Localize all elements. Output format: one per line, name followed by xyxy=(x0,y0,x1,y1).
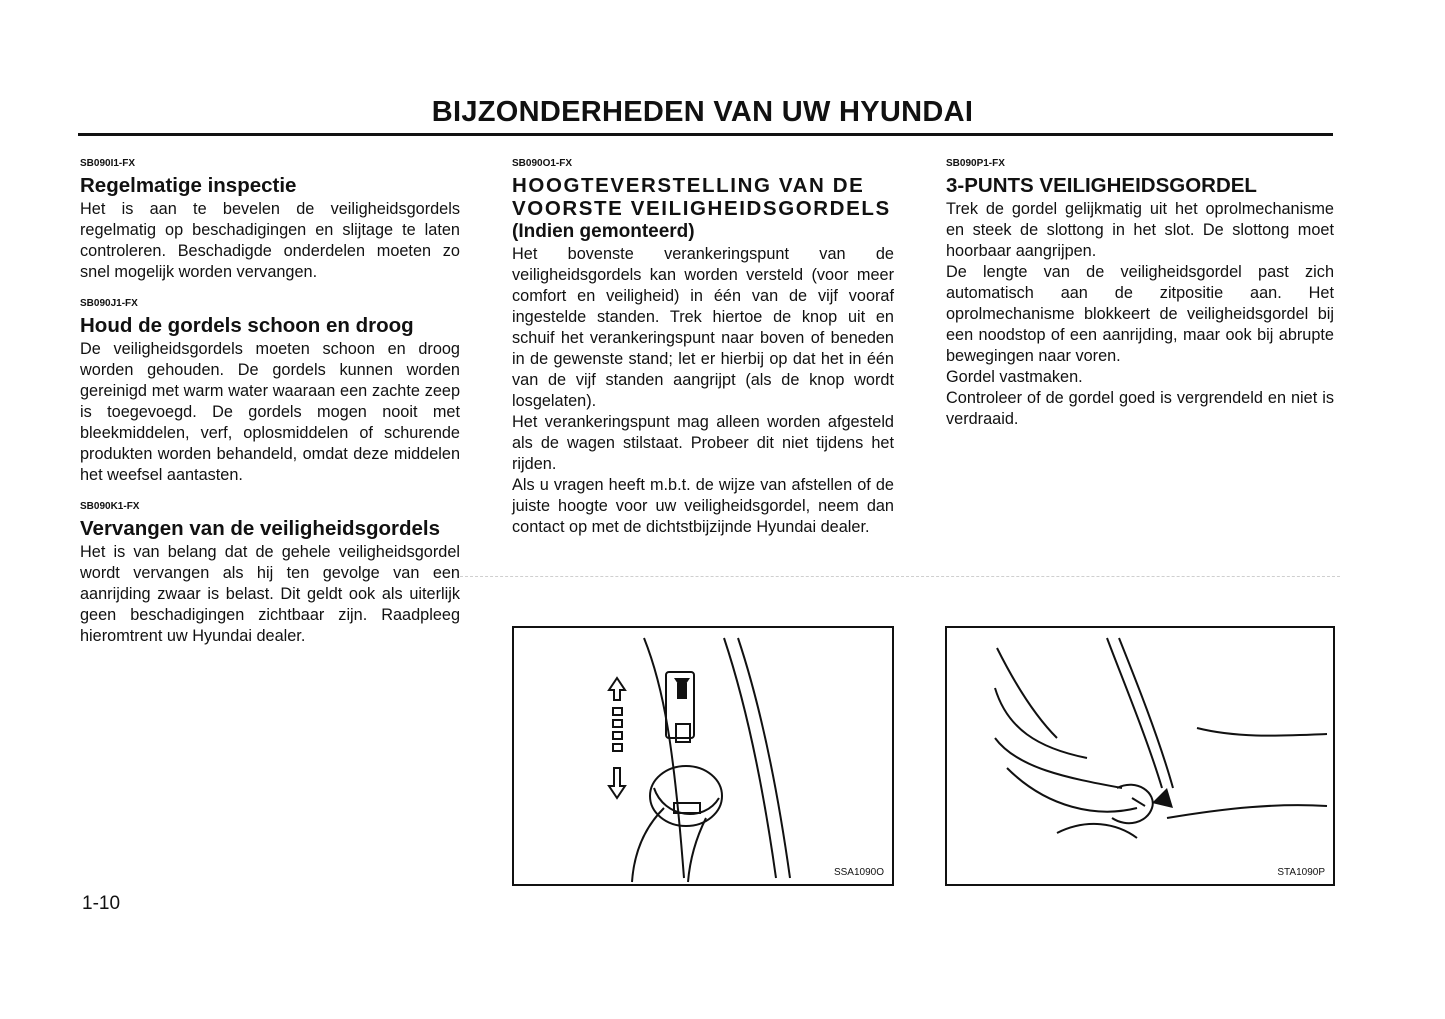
three-point-belt-illustration xyxy=(947,628,1333,884)
section-heading: 3-PUNTS VEILIGHEIDSGORDEL xyxy=(946,174,1257,197)
figure-three-point-belt xyxy=(945,626,1335,886)
column-middle xyxy=(512,158,894,538)
section-code: SB090I1-FX xyxy=(80,158,136,169)
scan-line-divider xyxy=(460,576,1340,577)
figure-code: SSA1090O xyxy=(833,867,884,878)
section-body: Het verankeringspunt mag alleen worden afgesteld als de wagen stilstaat. Probeer dit niet tijdens het rijden. xyxy=(512,413,894,473)
section-body: Als u vragen heeft m.b.t. de wijze van afstellen of de juiste hoogte voor uw veiligheidsgordel, neem dan contact op met de dichtstbijzijnde Hyundai dealer. xyxy=(512,476,894,536)
figure-code: STA1090P xyxy=(1277,867,1325,878)
page-title: BIJZONDERHEDEN VAN UW HYUNDAI xyxy=(431,96,974,128)
section-heading: Houd de gordels schoon en droog xyxy=(80,314,414,337)
section-body: Gordel vastmaken. xyxy=(946,368,1083,386)
section-body: De veiligheidsgordels moeten schoon en droog worden gehouden. De gordels kunnen worden gereinigd met warm water waaraan een zachte zeep is toegevoegd. De gordels mogen nooit met bleekmiddelen, verf, oplosmiddelen of schurende produkten worden behandeld, omdat deze middelen het weefsel aantasten. xyxy=(80,340,460,484)
section-body: Het is aan te bevelen de veiligheidsgordels regelmatig op beschadigingen en slijtage te laten controleren. Beschadigde onderdelen moeten zo snel mogelijk worden vervangen. xyxy=(80,200,460,281)
section-subheading: (Indien gemonteerd) xyxy=(512,221,695,242)
section-code: SB090K1-FX xyxy=(80,501,140,512)
title-rule xyxy=(78,133,1333,136)
section-inspectie xyxy=(80,158,460,283)
section-heading: HOOGTEVERSTELLING VAN DE VOORSTE VEILIGHEIDSGORDELS xyxy=(512,174,891,220)
figure-height-adjuster xyxy=(512,626,894,886)
page-number: 1-10 xyxy=(82,893,121,914)
column-left xyxy=(80,158,460,662)
section-code: SB090P1-FX xyxy=(946,158,1005,169)
section-heading: Vervangen van de veiligheidsgordels xyxy=(80,517,441,540)
height-adjuster-illustration xyxy=(514,628,892,884)
section-body: Het is van belang dat de gehele veiligheidsgordel wordt vervangen als hij ten gevolge van een aanrijding zwaar is belast. Dit geldt ook als uiterlijk geen beschadigingen zichtbaar zijn. Raadpleeg hieromtrent uw Hyundai dealer. xyxy=(80,543,460,645)
section-body: Trek de gordel gelijkmatig uit het oprolmechanisme en steek de slottong in het slot. De slottong moet hoorbaar aangrijpen. xyxy=(946,200,1334,260)
section-vervangen xyxy=(80,501,460,647)
section-code: SB090O1-FX xyxy=(512,158,573,169)
section-body: Het bovenste verankeringspunt van de veiligheidsgordels kan worden versteld (voor meer comfort en veiligheid) in één van de vijf vooraf ingestelde standen. Trek hiertoe de knop uit en schuif het verankeringspunt naar boven of beneden in de gewenste stand; let er hierbij op dat het in één van de vijf standen aangrijpt (als de knop wordt losgelaten). xyxy=(512,245,894,410)
section-body: De lengte van de veiligheidsgordel past zich automatisch aan de zitpositie aan. Het oprolmechanisme blokkeert de veiligheidsgordel bij een noodstop of een aanrijding, maar ook bij abrupte bewegingen naar voren. xyxy=(946,263,1334,365)
section-heading: Regelmatige inspectie xyxy=(80,174,297,197)
section-body: Controleer of de gordel goed is vergrendeld en niet is verdraaid. xyxy=(946,389,1334,428)
section-schoon-droog xyxy=(80,298,460,486)
column-right xyxy=(946,158,1334,430)
section-code: SB090J1-FX xyxy=(80,298,138,309)
